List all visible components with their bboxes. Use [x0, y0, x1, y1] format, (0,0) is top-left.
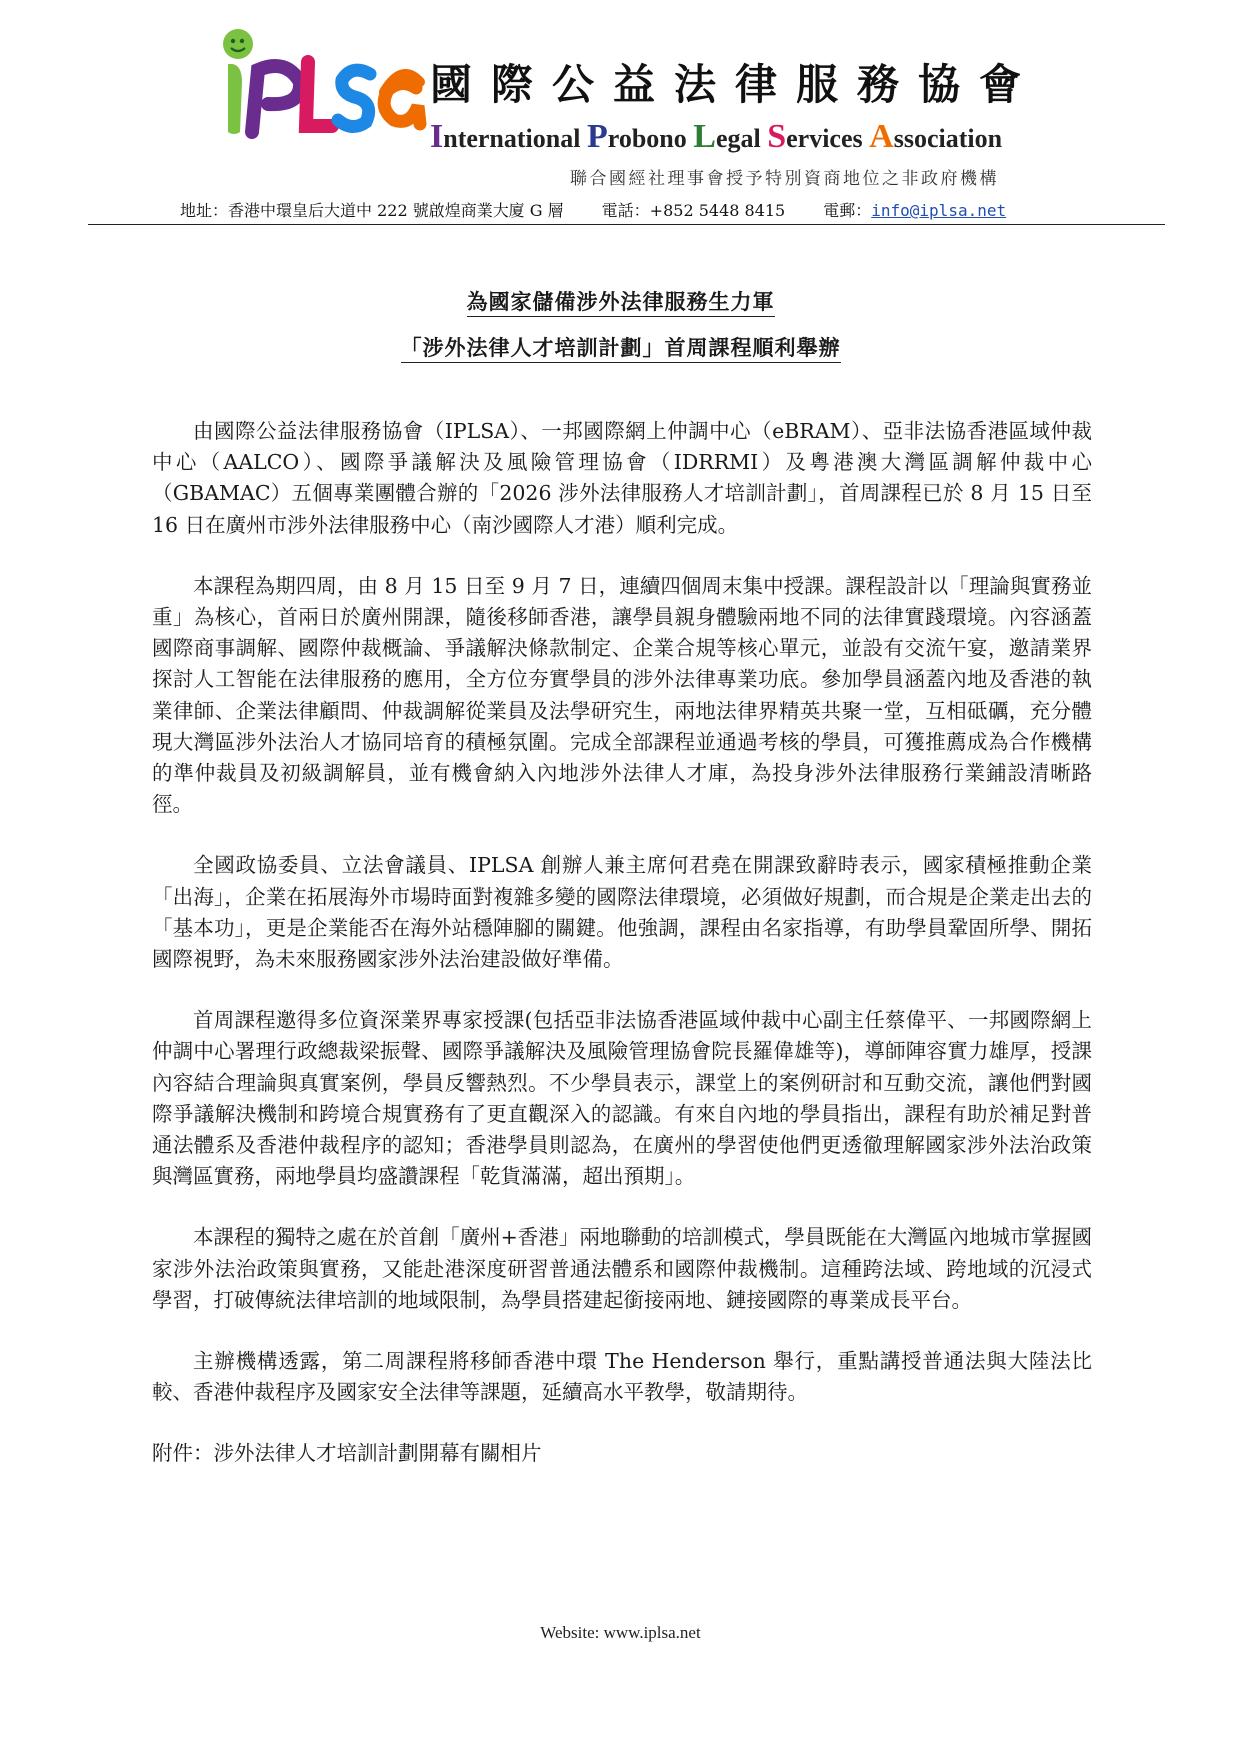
attachment-note: 附件：涉外法律人才培訓計劃開幕有關相片	[152, 1441, 542, 1466]
org-en-initial: L	[693, 118, 716, 155]
iplsa-logo-graphic	[212, 22, 427, 150]
org-name-zh: 國際公益法律服務協會	[430, 60, 1041, 109]
paragraph: 本課程為期四周，由 8 月 15 日至 9 月 7 日，連續四個周末集中授課。課程設計以「理論與實務並重」為核心，首兩日於廣州開課，隨後移師香港，讓學員親身體驗兩地不同的法律實踐環境。內容涵蓋國際商事調解、國際仲裁概論、爭議解決條款制定、企業合規等核心單元，並設有交流午宴，邀請業界探討人工智能在法律服務的應用，全方位夯實學員的涉外法律專業功底。參加學員涵蓋內地及香港的執業律師、企業法律顧問、仲裁調解從業員及法學研究生，兩地法律界精英共聚一堂，互相砥礪，充分體現大灣區涉外法治人才協同培育的積極氛圍。完成全部課程並通過考核的學員，可獲推薦成為合作機構的準仲裁員及初級調解員，並有機會納入內地涉外法律人才庫，為投身涉外法律服務行業鋪設清晰路徑。	[152, 573, 1092, 817]
org-en-initial: S	[767, 118, 787, 155]
phone-text: 電話：+852 5448 8415	[601, 201, 786, 220]
org-en-word: ervices	[786, 124, 870, 153]
article-body	[152, 416, 1092, 1500]
email-link[interactable]: info@iplsa.net	[871, 201, 1007, 220]
org-en-word: nternational	[443, 124, 587, 153]
title-line-1	[0, 286, 1241, 316]
title-line-2-text: 「涉外法律人才培訓計劃」首周課程順利舉辦	[401, 335, 841, 363]
footer-website: Website: www.iplsa.net	[540, 1623, 701, 1642]
org-en-word: ssociation	[893, 124, 1003, 153]
paragraph: 本課程的獨特之處在於首創「廣州+香港」兩地聯動的培訓模式，學員既能在大灣區內地城市掌握國家涉外法治政策與實務，又能赴港深度研習普通法體系和國際仲裁機制。這種跨法域、跨地域的沉浸式學習，打破傳統法律培訓的地域限制，為學員搭建起銜接兩地、鏈接國際的專業成長平台。	[152, 1225, 1092, 1312]
org-status-line: 聯合國經社理事會授予特別資商地位之非政府機構	[570, 169, 999, 189]
address-text: 地址：香港中環皇后大道中 222 號啟煌商業大廈 G 層	[180, 201, 564, 220]
org-en-initial: I	[430, 118, 444, 155]
letterhead-divider	[88, 224, 1165, 225]
paragraph: 由國際公益法律服務協會（IPLSA）、一邦國際網上仲調中心（eBRAM）、亞非法協香港區域仲裁中心（AALCO）、國際爭議解決及風險管理協會（IDRRMI）及粵港澳大灣區調解仲裁中心（GBAMAC）五個專業團體合辦的「2026 涉外法律服務人才培訓計劃」，首周課程已於 8 月 15 日至 16 日在廣州市涉外法律服務中心（南沙國際人才港）順利完成。	[152, 419, 1092, 537]
org-en-word: robono	[607, 124, 694, 153]
email-label: 電郵：	[823, 201, 872, 220]
title-line-2	[0, 332, 1241, 362]
paragraph: 首周課程邀得多位資深業界專家授課(包括亞非法協香港區域仲裁中心副主任蔡偉平、一邦國際網上仲調中心署理行政總裁梁振聲、國際爭議解決及風險管理協會院長羅偉雄等)，導師陣容實力雄厚，授課內容結合理論與真實案例，學員反響熱烈。不少學員表示，課堂上的案例研討和互動交流，讓他們對國際爭議解決機制和跨境合規實務有了更直觀深入的認識。有來自內地的學員指出，課程有助於補足對普通法體系及香港仲裁程序的認知；香港學員則認為，在廣州的學習使他們更透徹理解國家涉外法治政策與灣區實務，兩地學員均盛讚課程「乾貨滿滿，超出預期」。	[152, 1008, 1092, 1189]
paragraph: 全國政協委員、立法會議員、IPLSA 創辦人兼主席何君堯在開課致辭時表示，國家積極推動企業「出海」，企業在拓展海外市場時面對複雜多變的國際法律環境，必須做好規劃，而合規是企業走出去的「基本功」，更是企業能否在海外站穩陣腳的關鍵。他強調，課程由名家指導，有助學員鞏固所學、開拓國際視野，為未來服務國家涉外法治建設做好準備。	[152, 853, 1092, 972]
org-name-en	[430, 118, 1002, 156]
paragraph: 主辦機構透露，第二周課程將移師香港中環 The Henderson 舉行，重點講授普通法與大陸法比較、香港仲裁程序及國家安全法律等課題，延續高水平教學，敬請期待。	[152, 1349, 1092, 1405]
iplsa-logo	[212, 22, 427, 150]
contact-line	[180, 198, 1006, 221]
title-line-1-text: 為國家儲備涉外法律服務生力軍	[467, 289, 775, 317]
org-en-initial: P	[586, 118, 608, 155]
org-en-initial: A	[869, 118, 894, 155]
org-en-word: egal	[715, 124, 768, 153]
